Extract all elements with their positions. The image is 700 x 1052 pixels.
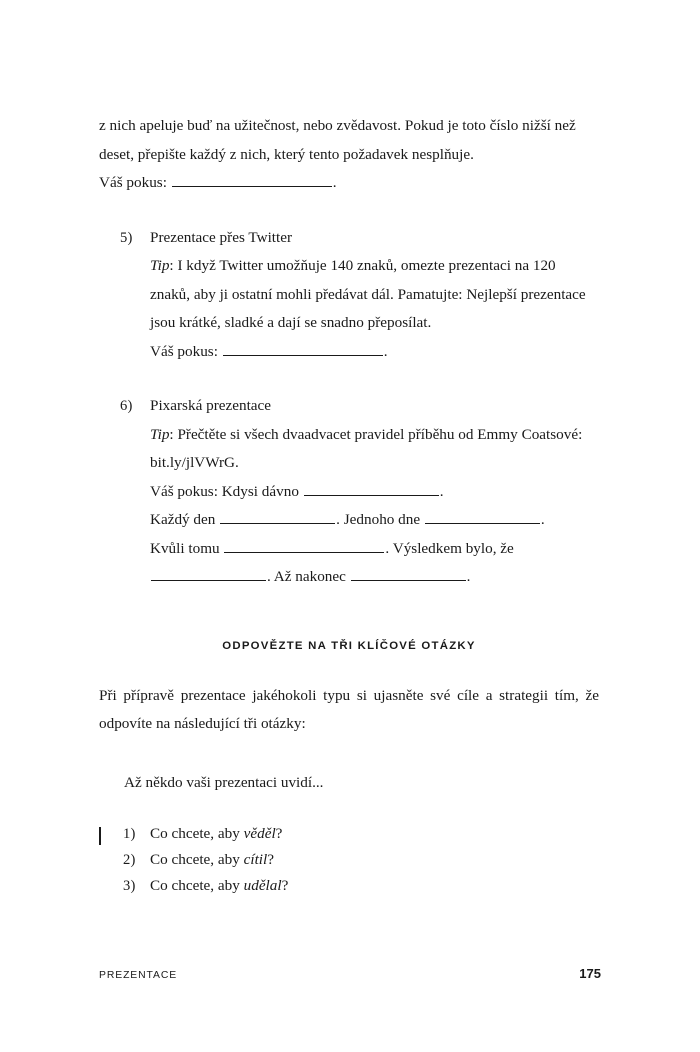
fill-line-label-4: . Výsledkem bylo, že bbox=[385, 539, 514, 557]
tip-label: Tip bbox=[150, 257, 170, 274]
tip-text: : I když Twitter umožňuje 140 znaků, omezte prezentaci na 120 znaků, aby ji ostatní mohli předávat dál. Pamatujte: Nejlepší prezentace jsou krátké, sladké a dají se snadno přeposílat. bbox=[150, 257, 586, 331]
question-emphasis: věděl bbox=[243, 825, 276, 842]
tip-text: : Přečtěte si všech dvaadvacet pravidel příběhu od Emmy Coatsové: bit.ly/jlVWrG. bbox=[150, 425, 583, 471]
list-item-tip bbox=[150, 421, 599, 478]
question-number: 2) bbox=[123, 852, 136, 868]
attempt-label: Váš pokus: bbox=[150, 342, 218, 360]
page-number: 175 bbox=[579, 966, 601, 981]
lead-in-text: Až někdo vaši prezentaci uvidí... bbox=[124, 773, 324, 791]
question-suffix: ? bbox=[267, 851, 274, 868]
section-heading: ODPOVĚZTE NA TŘI KLÍČOVÉ OTÁZKY bbox=[222, 639, 476, 652]
list-item-title: Prezentace přes Twitter bbox=[150, 228, 293, 246]
line-period: . bbox=[439, 482, 444, 500]
question-prefix: Co chcete, aby bbox=[150, 851, 244, 868]
blank-field[interactable] bbox=[223, 340, 383, 355]
list-item bbox=[99, 821, 599, 847]
list-item bbox=[99, 873, 599, 899]
blank-field[interactable] bbox=[151, 566, 266, 581]
running-head: PREZENTACE bbox=[99, 970, 178, 981]
list-item-fill-lines bbox=[150, 478, 599, 592]
list-item bbox=[99, 224, 599, 367]
blank-field[interactable] bbox=[351, 566, 466, 581]
text-column bbox=[99, 112, 599, 899]
blank-field[interactable] bbox=[224, 537, 384, 552]
blank-field[interactable] bbox=[304, 480, 439, 495]
page-footer bbox=[99, 966, 601, 981]
list-item-number: 5) bbox=[120, 229, 133, 246]
question-number: 1) bbox=[123, 826, 136, 842]
question-emphasis: cítil bbox=[243, 851, 268, 868]
question-prefix: Co chcete, aby bbox=[150, 877, 244, 894]
fill-line-label-2: . Jednoho dne bbox=[336, 511, 421, 528]
tip-label: Tip bbox=[150, 425, 170, 443]
list-item-attempt-line bbox=[150, 338, 599, 367]
blank-field[interactable] bbox=[425, 509, 540, 524]
question-emphasis: udělal bbox=[243, 877, 282, 894]
question-list bbox=[99, 821, 599, 899]
question-suffix: ? bbox=[281, 877, 289, 894]
list-item-title: Pixarská prezentace bbox=[150, 397, 272, 414]
question-prefix: Co chcete, aby bbox=[150, 825, 244, 842]
attempt-period: . bbox=[383, 342, 388, 360]
attempt-label: Váš pokus: Kdysi dávno bbox=[150, 482, 299, 500]
list-item-number: 6) bbox=[120, 398, 133, 414]
fill-line-label-1: Každý den bbox=[150, 511, 216, 528]
attempt-label: Váš pokus: bbox=[99, 174, 167, 191]
list-item bbox=[99, 847, 599, 873]
blank-field[interactable] bbox=[172, 172, 332, 187]
list-item bbox=[99, 392, 599, 592]
continuation-block bbox=[99, 112, 599, 198]
fill-line-label-5: . Až nakonec bbox=[267, 568, 346, 585]
exercise-list bbox=[99, 224, 599, 592]
attempt-period: . bbox=[332, 174, 337, 191]
section-paragraph: Při přípravě prezentace jakéhokoli typu si ujasněte své cíle a strategii tím, že odpovíte na následující tři otázky: bbox=[99, 686, 599, 732]
continuation-paragraph: z nich apeluje buď na užitečnost, nebo zvědavost. Pokud je toto číslo nižší než deset, přepište každý z nich, který tento požadavek nesplňuje. bbox=[99, 117, 576, 163]
blank-field[interactable] bbox=[220, 509, 335, 524]
line-period: . bbox=[540, 511, 545, 528]
continuation-attempt-line bbox=[99, 169, 599, 198]
question-number: 3) bbox=[123, 878, 136, 894]
question-suffix: ? bbox=[275, 825, 283, 842]
fill-line-label-3: Kvůli tomu bbox=[150, 539, 220, 557]
fill-line-label-6: . bbox=[466, 568, 471, 585]
list-item-tip bbox=[150, 252, 599, 338]
